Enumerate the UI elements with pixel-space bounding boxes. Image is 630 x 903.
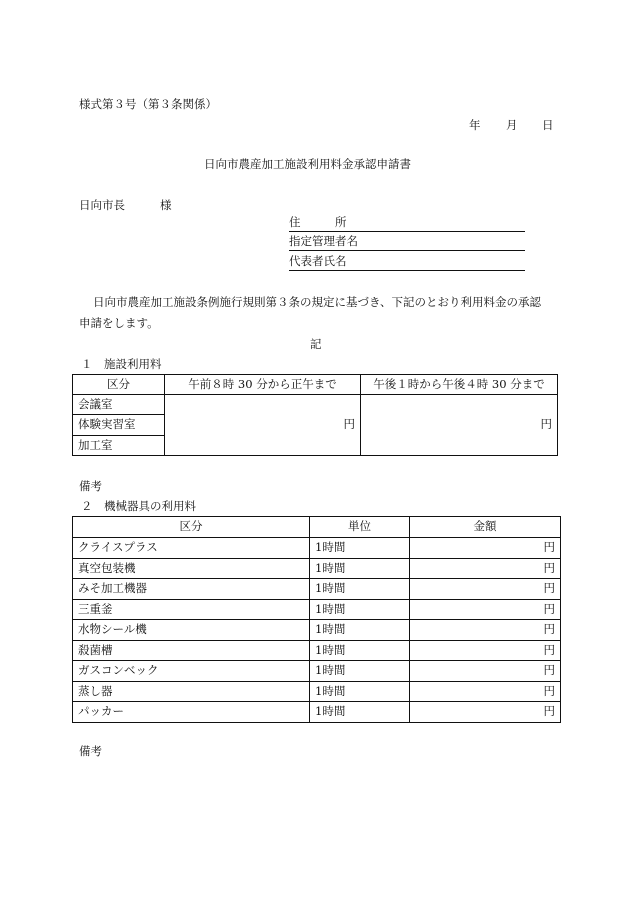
row-name: 会議室 [73, 395, 165, 415]
equipment-amount: 円 [410, 681, 561, 702]
header-amount: 金額 [410, 517, 561, 538]
equipment-name: ガスコンベック [73, 661, 310, 682]
equipment-unit: 1時間 [310, 579, 410, 600]
morning-fee-cell: 円 [165, 395, 361, 456]
table-header-row [73, 375, 558, 395]
row-name: 体験実習室 [73, 415, 165, 436]
equipment-amount: 円 [410, 661, 561, 682]
address-field [289, 215, 525, 232]
remarks-2: 備考 [79, 744, 102, 758]
equipment-amount: 円 [410, 620, 561, 641]
equipment-name: 三重釜 [73, 599, 310, 620]
table-row [73, 579, 561, 600]
equipment-amount: 円 [410, 558, 561, 579]
row-name: 加工室 [73, 436, 165, 456]
section1-heading: １ 施設利用料 [81, 357, 162, 371]
table-row [73, 558, 561, 579]
header-category: 区分 [73, 517, 310, 538]
equipment-unit: 1時間 [310, 599, 410, 620]
equipment-amount: 円 [410, 640, 561, 661]
remarks-1: 備考 [79, 479, 102, 493]
address-label: 住 所 [289, 215, 347, 229]
body-text-line-2: 申請をします。 [79, 316, 159, 330]
equipment-name: みそ加工機器 [73, 579, 310, 600]
header-unit: 単位 [310, 517, 410, 538]
date-month: 月 [506, 118, 518, 132]
table-row [73, 681, 561, 702]
table-row [73, 599, 561, 620]
header-category: 区分 [73, 375, 165, 395]
date-year: 年 [469, 118, 481, 132]
date-day: 日 [542, 118, 554, 132]
afternoon-fee-cell: 円 [361, 395, 558, 456]
equipment-unit: 1時間 [310, 661, 410, 682]
equipment-name: 殺菌槽 [73, 640, 310, 661]
equipment-amount: 円 [410, 538, 561, 559]
addressee-honorific: 様 [160, 198, 172, 212]
equipment-name: 蒸し器 [73, 681, 310, 702]
representative-label: 代表者氏名 [289, 254, 347, 268]
addressee-name: 日向市長 [79, 198, 125, 212]
manager-label: 指定管理者名 [289, 234, 358, 248]
equipment-unit: 1時間 [310, 702, 410, 723]
table-row [73, 640, 561, 661]
equipment-name: 真空包装機 [73, 558, 310, 579]
facility-fee-table [72, 374, 558, 456]
equipment-fee-table [72, 516, 561, 723]
table-row [73, 620, 561, 641]
equipment-amount: 円 [410, 599, 561, 620]
section2-heading: ２ 機械器具の利用料 [81, 499, 196, 513]
table-row [73, 661, 561, 682]
table-row [73, 395, 558, 415]
equipment-unit: 1時間 [310, 538, 410, 559]
representative-field [289, 254, 525, 271]
equipment-name: クライスプラス [73, 538, 310, 559]
body-text-line-1: 日向市農産加工施設条例施行規則第３条の規定に基づき、下記のとおり利用料金の承認 [93, 295, 542, 309]
manager-field [289, 234, 525, 251]
equipment-name: 水物シール機 [73, 620, 310, 641]
table-row [73, 538, 561, 559]
equipment-name: パッカー [73, 702, 310, 723]
equipment-unit: 1時間 [310, 681, 410, 702]
form-number: 様式第３号（第３条関係） [79, 97, 217, 111]
table-row [73, 702, 561, 723]
ki-mark: 記 [310, 337, 322, 351]
table-header-row [73, 517, 561, 538]
equipment-unit: 1時間 [310, 640, 410, 661]
equipment-amount: 円 [410, 702, 561, 723]
header-afternoon: 午後１時から午後４時 30 分まで [361, 375, 558, 395]
equipment-unit: 1時間 [310, 558, 410, 579]
equipment-unit: 1時間 [310, 620, 410, 641]
equipment-amount: 円 [410, 579, 561, 600]
header-morning: 午前８時 30 分から正午まで [165, 375, 361, 395]
document-title: 日向市農産加工施設利用料金承認申請書 [204, 157, 411, 171]
